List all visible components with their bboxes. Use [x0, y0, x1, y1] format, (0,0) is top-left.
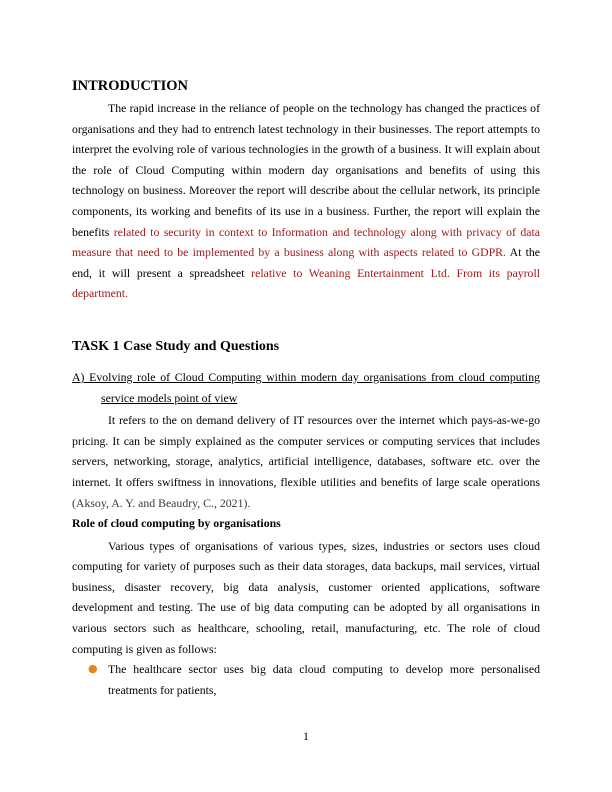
introduction-highlight-spreadsheet: relative to Weaning Entertainment Ltd. From its payroll department.	[72, 265, 540, 301]
list-item	[72, 659, 540, 700]
bullet-dot-icon: ●	[88, 662, 98, 676]
introduction-text: The rapid increase in the reliance of people on the technology has changed the practices of organisations and they had to entrench latest technology in their businesses. The report attempts to interpret the evolving role of various technologies in the growth of a business. It will explain about the role of Cloud Computing within modern day organisations and benefits of using this technology on business. Moreover the report will describe about the cellular network, its principle components, its working and benefits of its use in a business. Further, the report will explain the benefits	[72, 101, 540, 239]
page-content	[72, 76, 540, 700]
task1-subheading: A) Evolving role of Cloud Computing within modern day organisations from cloud computing service models point of view	[72, 369, 540, 405]
introduction-heading: INTRODUCTION	[72, 78, 189, 94]
cloud-definition-paragraph	[72, 410, 540, 513]
bullet-text: The healthcare sector uses big data cloud computing to develop more personalised treatments for patients,	[108, 662, 540, 697]
page-number: 1	[303, 729, 309, 743]
introduction-paragraph	[72, 98, 540, 304]
citation: (Aksoy, A. Y. and Beaudry, C., 2021).	[72, 495, 251, 510]
introduction-text-middle: At the end, it will present a spreadsheet	[72, 245, 540, 280]
role-bullet-list	[72, 659, 540, 700]
introduction-highlight-security: related to security in context to Information and technology along with privacy of data measure that need to be implemented by a business along with aspects related to GDPR.	[72, 224, 540, 260]
cloud-definition-text: It refers to the on demand delivery of IT resources over the internet which pays-as-we-go pricing. It can be simply explained as the computer services or computing services that includes servers, networking, storage, analytics, artificial intelligence, databases, software etc. over the internet. It offers swiftness in innovations, flexible utilities and benefits of large scale operations	[72, 413, 540, 489]
role-heading: Role of cloud computing by organisations	[72, 516, 281, 531]
task1-heading: TASK 1 Case Study and Questions	[72, 338, 280, 354]
role-paragraph: Various types of organisations of various types, sizes, industries or sectors uses cloud computing for variety of purposes such as their data storages, data backups, mail services, virtual business, disaster recovery, big data analysis, customer oriented applications, software development and testing. The use of big data computing can be adopted by all organisations in various sectors such as healthcare, schooling, retail, manufacturing, etc. The role of cloud computing is given as follows:	[72, 538, 540, 656]
